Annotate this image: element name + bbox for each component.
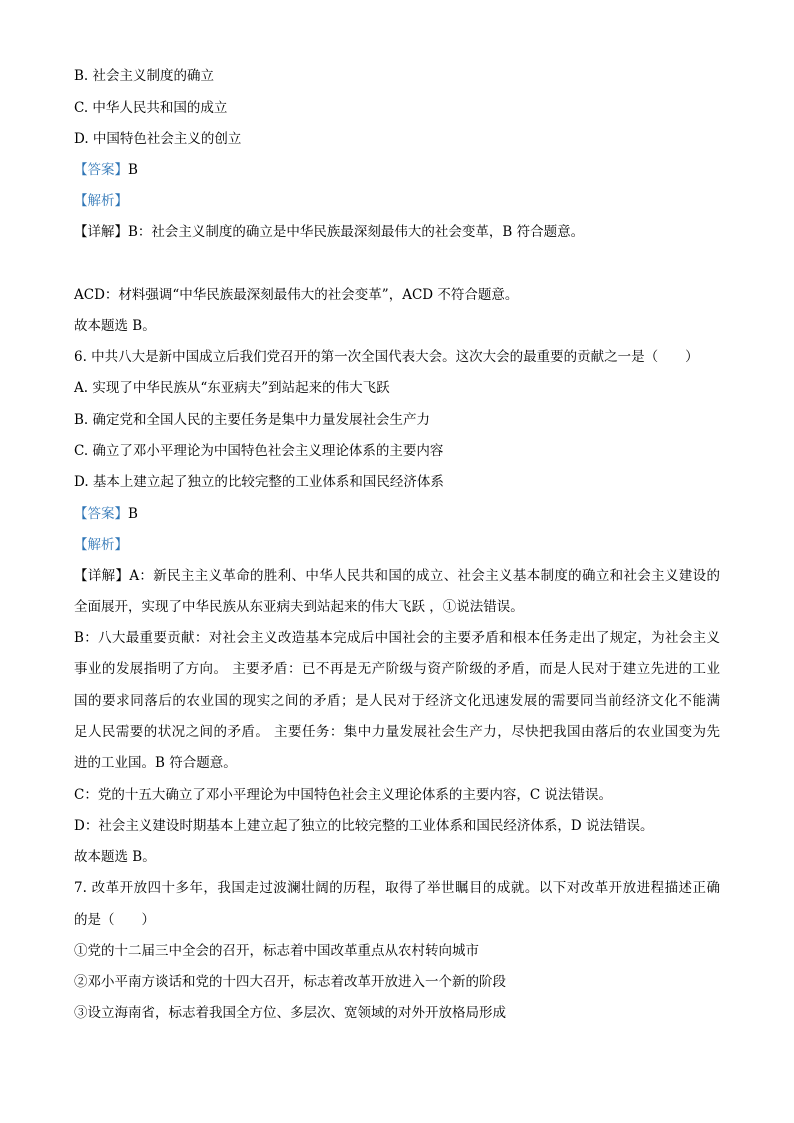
q6-detail-a-line1 <box>74 566 720 586</box>
q5-answer-value: B <box>128 162 138 178</box>
q6-analysis-label: 【解析】 <box>74 537 128 553</box>
q6-detail-b-line3: 国的要求同落后的农业国的现实之间的矛盾；是人民对于经济文化迅速发展的需要同当前经济文化不能满 <box>74 693 720 709</box>
q5-detail <box>74 222 584 242</box>
q7-stem-line1: 7. 改革开放四十多年，我国走过波澜壮阔的历程，取得了举世瞩目的成就。以下对改革开放进程描述正确 <box>74 880 720 896</box>
q6-detail-a-text: A：新民主主义革命的胜利、中华人民共和国的成立、社会主义基本制度的确立和社会主义建设的 <box>129 568 720 584</box>
q6-detail-b-line4: 足人民需要的状况之间的矛盾。 主要任务：集中力量发展社会生产力，尽快把我国由落后的农业国变为先 <box>74 724 720 740</box>
q5-option-b: B. 社会主义制度的确立 <box>74 68 215 84</box>
q6-answer <box>74 504 138 524</box>
q6-option-a: A. 实现了中华民族从“东亚病夫”到站起来的伟大飞跃 <box>74 380 390 396</box>
q5-option-d: D. 中国特色社会主义的创立 <box>74 131 242 147</box>
q6-answer-label: 【答案】 <box>74 506 128 522</box>
q7-stem-line2: 的是（ ） <box>74 912 155 928</box>
q6-detail-d: D：社会主义建设时期基本上建立起了独立的比较完整的工业体系和国民经济体系，D 说法错误。 <box>74 818 654 834</box>
q7-item-1: ①党的十二届三中全会的召开，标志着中国改革重点从农村转向城市 <box>74 943 479 959</box>
q6-option-c: C. 确立了邓小平理论为中国特色社会主义理论体系的主要内容 <box>74 443 444 459</box>
q6-option-b: B. 确定党和全国人民的主要任务是集中力量发展社会生产力 <box>74 412 431 428</box>
q7-item-2: ②邓小平南方谈话和党的十四大召开，标志着改革开放进入一个新的阶段 <box>74 974 506 990</box>
q6-detail-label: 【详解】 <box>74 568 130 584</box>
q5-answer <box>74 160 138 180</box>
q5-analysis-label: 【解析】 <box>74 193 128 209</box>
document-page <box>74 0 724 1123</box>
q6-detail-b-line2: 事业的发展指明了方向。 主要矛盾：已不再是无产阶级与资产阶级的矛盾，而是人民对于建立先进的工业 <box>74 661 720 677</box>
q6-option-d: D. 基本上建立起了独立的比较完整的工业体系和国民经济体系 <box>74 474 444 490</box>
q6-detail-c: C：党的十五大确立了邓小平理论为中国特色社会主义理论体系的主要内容，C 说法错误。 <box>74 787 612 803</box>
q7-item-3: ③设立海南省，标志着我国全方位、多层次、宽领域的对外开放格局形成 <box>74 1005 506 1021</box>
q6-conclusion: 故本题选 B。 <box>74 849 156 865</box>
q5-acd-text: ACD：材料强调“中华民族最深刻最伟大的社会变革”，ACD 不符合题意。 <box>74 287 519 303</box>
q5-answer-label: 【答案】 <box>74 162 128 178</box>
q6-answer-value: B <box>128 506 138 522</box>
q5-detail-label: 【详解】 <box>74 224 128 240</box>
q6-detail-b-line1: B：八大最重要贡献：对社会主义改造基本完成后中国社会的主要矛盾和根本任务走出了规定，为社会主义 <box>74 630 720 646</box>
q5-detail-text: B：社会主义制度的确立是中华民族最深刻最伟大的社会变革，B 符合题意。 <box>128 224 585 240</box>
q5-conclusion: 故本题选 B。 <box>74 318 156 334</box>
q6-detail-b-line5: 进的工业国。B 符合题意。 <box>74 755 237 771</box>
q6-stem: 6. 中共八大是新中国成立后我们党召开的第一次全国代表大会。这次大会的最重要的贡献之一是（ ） <box>74 349 699 365</box>
q6-detail-a-line2: 全面展开，实现了中华民族从东亚病夫到站起来的伟大飞跃 ，①说法错误。 <box>74 599 524 615</box>
q5-option-c: C. 中华人民共和国的成立 <box>74 100 228 116</box>
